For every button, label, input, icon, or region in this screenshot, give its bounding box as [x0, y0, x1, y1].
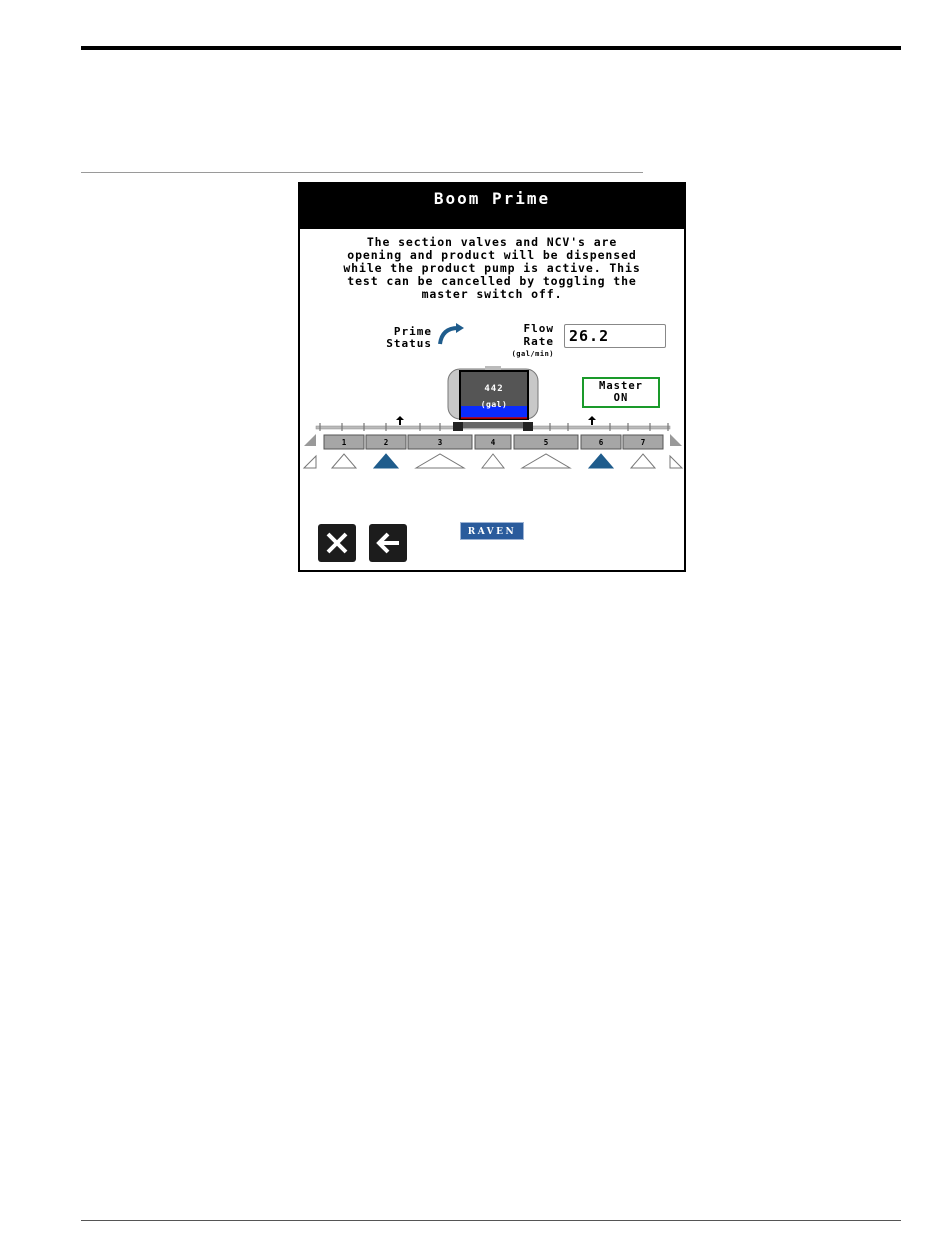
boom-end-left — [304, 434, 316, 446]
spray-end-left — [304, 456, 316, 468]
master-on-button[interactable]: Master ON — [582, 377, 660, 408]
section-label-2: 2 — [383, 438, 389, 447]
section-label-6: 6 — [598, 438, 604, 447]
prime-status-icon — [436, 322, 466, 352]
arrow-left-icon — [375, 531, 401, 555]
section-label-4: 4 — [490, 438, 496, 447]
section-label-3: 3 — [437, 438, 443, 447]
wheel-left — [453, 422, 463, 431]
tank-cap — [485, 366, 501, 370]
boom-diagram — [300, 364, 684, 474]
cancel-button[interactable] — [318, 524, 356, 562]
spray-4 — [482, 454, 504, 468]
flow-rate-units: (gal/min) — [511, 350, 554, 358]
spray-5 — [522, 454, 570, 468]
section-label-7: 7 — [640, 438, 646, 447]
tank-units: (gal) — [480, 400, 508, 409]
back-button[interactable] — [369, 524, 407, 562]
boom-end-right — [670, 434, 682, 446]
prime-status-label: Prime Status — [386, 325, 432, 350]
section-label-1: 1 — [341, 438, 347, 447]
flow-rate-label: Flow Rate — [523, 322, 554, 348]
spray-7 — [631, 454, 655, 468]
description-text: The section valves and NCV's are opening and product will be dispensed while the product pump is active. This test can be cancelled by toggling the master switch off. — [343, 235, 641, 301]
spray-end-right — [670, 456, 682, 468]
boom-prime-screen — [298, 182, 686, 572]
screen-title: Boom Prime — [300, 184, 684, 229]
close-icon — [325, 531, 349, 555]
raven-logo: RAVEN — [460, 522, 524, 540]
flow-rate-field[interactable]: 26.2 — [564, 324, 666, 348]
spray-2 — [374, 454, 398, 468]
spray-6 — [589, 454, 613, 468]
section-label-5: 5 — [543, 438, 549, 447]
top-rule — [81, 46, 901, 50]
spray-3 — [416, 454, 464, 468]
bottom-rule — [81, 1220, 901, 1221]
spray-1 — [332, 454, 356, 468]
boom-hitch — [458, 422, 528, 428]
wheel-right — [523, 422, 533, 431]
tank-volume: 442 — [484, 384, 504, 394]
section-divider — [81, 172, 643, 173]
